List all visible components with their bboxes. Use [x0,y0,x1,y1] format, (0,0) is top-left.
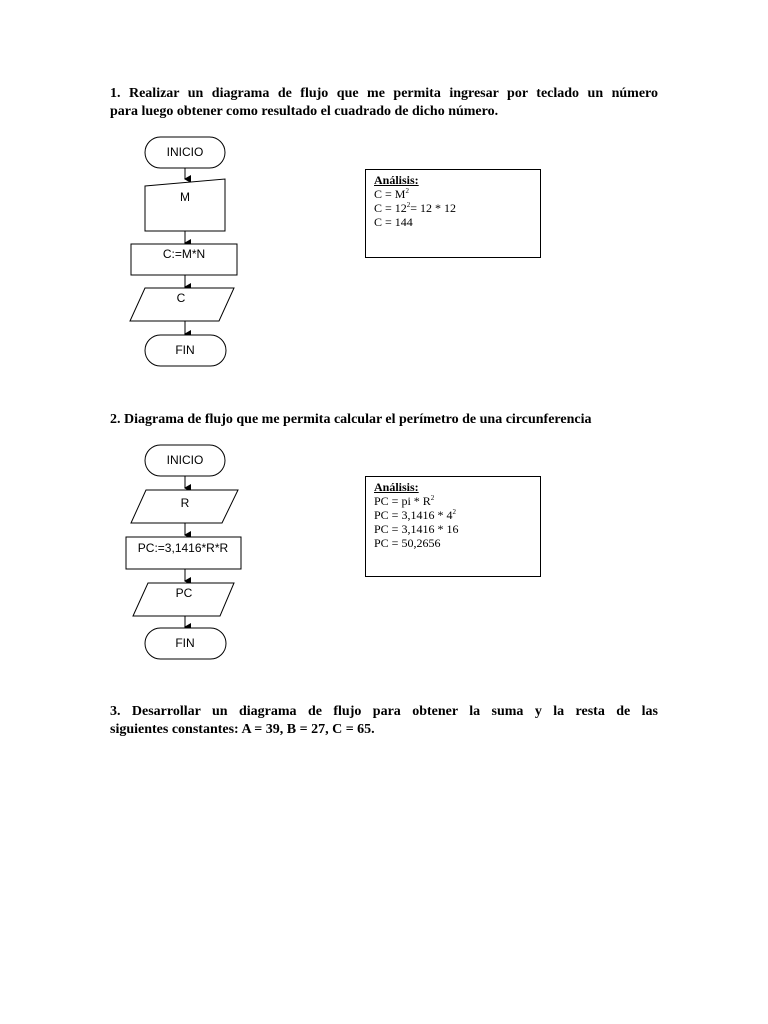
analysis-2-line: PC = pi * $R^2$ [374,494,435,508]
flowchart-2 [126,445,241,659]
flowchart-1 [130,137,237,366]
flowchart-1-input-label: M [180,190,190,205]
analysis-1-title: Análisis: [374,173,419,187]
flowchart-1-end-label: FIN [175,343,195,358]
analysis-2-title: Análisis: [374,480,419,494]
flowchart-1-output-label: C [176,291,186,306]
analysis-2-line: PC = 50,2656 [374,536,441,550]
question-1-line-2: para luego obtener como resultado el cuadrado de dicho número. [110,104,499,119]
flowchart-2-start-label: INICIO [166,453,204,468]
flowchart-1-start-label: INICIO [166,145,204,160]
question-2-line-1: 2. Diagrama de flujo que me permita calcular el perímetro de una circunferencia [110,412,592,427]
flowchart-1-manual-input [145,179,225,231]
flowchart-2-end-label: FIN [175,636,195,651]
analysis-1-line: $C = 12^2= 12 * 12$ [374,201,457,215]
question-2 [110,411,658,429]
flowchart-1-process-label: C:=M*N [162,247,206,262]
question-3-line-1: 3. Desarrollar un diagrama de flujo para obtener la suma y la resta de las [110,704,658,719]
flowchart-2-input-label: R [180,496,190,511]
flowchart-2-process-label: PC:=3,1416*R*R [137,541,229,556]
question-1-line-1: 1. Realizar un diagrama de flujo que me permita ingresar por teclado un número [110,86,658,101]
analysis-box-1 [365,169,541,258]
analysis-2-line: PC = 3,1416 * 16 [374,522,459,536]
flowchart-2-output-label: PC [175,586,193,601]
analysis-2-line: PC = $3,1416 * 4^2$ [374,508,456,522]
question-3 [110,703,658,739]
analysis-1-line: $C = M^2$ [374,187,409,201]
analysis-box-2 [365,476,541,577]
analysis-1-line: C = 144 [374,215,413,229]
question-3-line-2: siguientes constantes: A = 39, B = 27, C = 65. [110,722,375,737]
